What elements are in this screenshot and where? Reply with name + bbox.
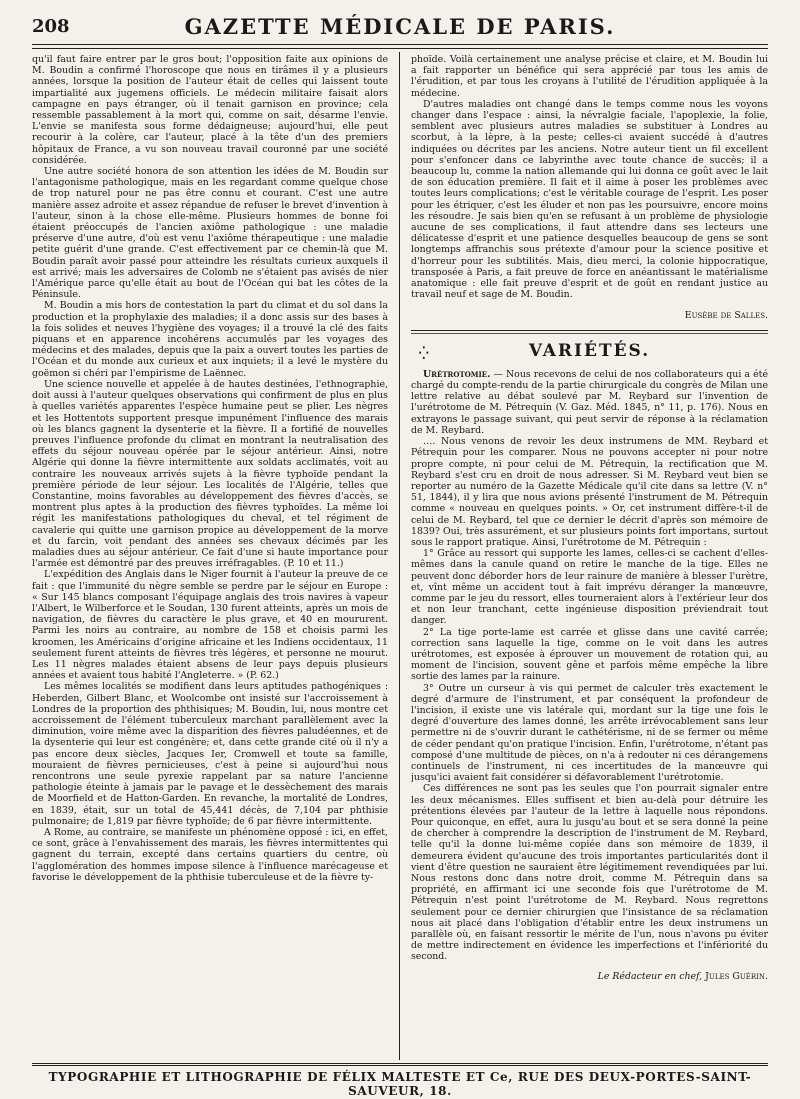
section-rule: [411, 330, 768, 331]
page-title: GAZETTE MÉDICALE DE PARIS.: [184, 14, 616, 39]
column-divider: [399, 52, 400, 1060]
paragraph: 2° La tige porte-lame est carrée et glisse dans une cavité carrée; correction sans laquelle la tige, comme on le voit dans les autres urétrotomes, est exposée à éprouver un mouvement de rotation qui, au moment de l'incision, souvent gêne et parfois même empêche la libre sortie des lames par la rainure.: [411, 626, 768, 683]
editor-label: Le Rédacteur en chef,: [597, 970, 703, 982]
page-number: 208: [32, 16, 70, 37]
paragraph: Une science nouvelle et appelée à de hautes destinées, l'ethnographie, doit aussi à l'auteur quelques observations qui confirment de plus en plus à quelles variétés apparentes l'espèce humaine peut se plier. Les nègres et les Hottentots supportent presque impunément l'influence des marais où les blancs gagnent la dysenterie et la fièvre. Il a fortifié de nouvelles preuves l'influence profonde du climat en montrant la neutralisation des effets du séjour nouveau opérée par le séjour antérieur. Ainsi, notre Algérie qui donne la fièvre intermittente aux soldats acclimatés, voit au contraire les nouveaux arrivés sujets à la fièvre typhoïde pendant la première période de leur séjour. Les localités de l'Algérie, telles que Constantine, moins favorables au développement des fièvres d'accès, se montrent plus aptes à la production des fièvres typhoïdes. La même loi régit les manifestations pathologiques du cheval, et tel régiment de cavalerie qui quitte une garnison propice au développement de la morve et du farcin, voit pendant des années ses chevaux décimés par les maladies dues au séjour antérieur. Ce fait d'une si haute importance pour l'armée est démontré par des preuves irréfragables. (P. 10 et 11.): [32, 378, 388, 570]
footer-rule: [32, 1063, 768, 1066]
header-rule-thin: [32, 48, 768, 49]
editor-signature: [411, 971, 768, 982]
paragraph: Ces différences ne sont pas les seules que l'on pourrait signaler entre les deux mécanismes. Elles suffisent et bien au-delà pour détruire les prétentions élevées par l'auteur de la lettre à laquelle nous répondons. Pour quiconque, en effet, aura lu jusqu'au bout et se sera donné la peine de chercher à comprendre la description de l'instrument de M. Reybard, telle qu'il la donne lui-même copiée dans son mémoire de 1839, il demeurera évident qu'aucune des trois importantes particularités dont il vient d'être question ne sauraient être légitimement revendiquées par lui. Nous restons donc dans notre droit, comme M. Pétrequin dans sa propriété, en affirmant ici une seconde fois que l'urétrotome de M. Pétrequin n'est point l'urétrotome de M. Reybard. Nous regrettons seulement pour ce dernier chirurgien que l'insistance de sa réclamation nous ait placé dans l'obligation d'établir entre les deux instrumens un parallèle où, en faisant ressortir le mérite de l'un, nous n'avons pu éviter de mettre indirectement en évidence les imperfections et l'infériorité du second.: [411, 783, 768, 963]
paragraph: L'expédition des Anglais dans le Niger fournit à l'auteur la preuve de ce fait : que l'immunité du nègre semble se perdre par le séjour en Europe : « Sur 145 blancs composant l'équipage anglais des trois navires à vapeur l'Albert, le Wilberforce et le Soudan, 130 furent atteints, après un mois de navigation, de fièvres du caractère le plus grave, et 40 en moururent. Parmi les noirs au contraire, au nombre de 158 et choisis parmi les kroomen, les Américains d'origine africaine et les Indiens occidentaux, 11 seulement furent atteints de fièvres très légères, et personne ne mourut. Les 11 nègres malades étaient absens de leur pays depuis plusieurs années et avaient tous habité l'Angleterre. » (P. 62.): [32, 569, 388, 682]
paragraph: M. Boudin a mis hors de contestation la part du climat et du sol dans la production et la prophylaxie des maladies; il a donc assis sur des bases à la fois solides et neuves l'hygiène des voyages; il a trouvé la clé des faits piquans et en apparence incohérens accumulés par les voyages des médecins et des malades, depuis que la paix a ouvert toutes les parties de l'Océan et du monde aux curieux et aux inquiets; il a levé le mystère du goëmon si chéri par l'empirisme de Laënnec.: [32, 300, 388, 379]
paragraph: A Rome, au contraire, se manifeste un phénomène opposé : ici, en effet, ce sont, grâce à l'envahissement des marais, les fièvres intermittentes qui gagnent du terrain, excepté dans certains quartiers du centre, où l'agglomération des hommes impose silence à l'influence marécageuse et favorise le développement de la phthisie tuberculeuse et de la fièvre ty-: [32, 827, 388, 883]
paragraph: — Nous recevons de celui de nos collaborateurs qui a été chargé du compte-rendu de la partie chirurgicale du congrès de Milan une lettre relative au débat soulevé par M. Reybard sur l'invention de l'urétrotome de M. Pétrequin (V. Gaz. Méd. 1845, n° 11, p. 176). Nous en extrayons le passage suivant, qui peut servir de réponse à la réclamation de M. Reybard.: [411, 368, 768, 436]
header-rule: [32, 44, 768, 45]
paragraph: Les mêmes localités se modifient dans leurs aptitudes pathogéniques : Heberden, Gilbert Blanc, et Woolcombe ont insisté sur l'accroissement à Londres de la proportion des phthisiques; M. Boudin, lui, nous montre cet accroissement de l'élément tuberculeux marchant parallèlement avec la diminution, voire même avec la disparition des fièvres paludéennes, et de la dysenterie qui leur est congénère; et, dans cette grande cité où il n'y a pas encore deux siècles, Jacques Ier, Cromwell et toute sa famille, mouraient de fièvres pernicieuses, c'est à peine si aujourd'hui nous rencontrons une seule pyrexie rappelant par sa nature l'ancienne pathologie éteinte à jamais par le pavage et le dessèchement des marais de Moorfield et de Hatton-Garden. En revanche, la mortalité de Londres, en 1839, était, sur un total de 45,441 décès, de 7,104 par phthisie pulmonaire; de 1,819 par fièvre typhoïde; de 6 par fièvre intermittente.: [32, 681, 388, 827]
paragraph: …. Nous venons de revoir les deux instrumens de MM. Reybard et Pétrequin pour les comparer. Nous ne pouvons accepter ni pour notre propre compte, ni pour celui de M. Pétrequin, la rectification que M. Reybard s'est cru en droit de nous adresser. Si M. Reybard veut bien se reporter au numéro de la Gazette Médicale qu'il cite dans sa lettre (V. n° 51, 1844), il y lira que nous avions présenté l'instrument de M. Pétrequin comme « nouveau en quelques points. » Or, cet instrument diffère-t-il de celui de M. Reybard, tel que ce dernier le décrit d'après son mémoire de 1839? Oui, très assurément, et sur plusieurs points fort importans, surtout sous le rapport pratique. Ainsi, l'urétrotome de M. Pétrequin :: [411, 436, 768, 548]
paragraph: 3° Outre un curseur à vis qui permet de calculer très exactement le degré d'armure de l'instrument, et par conséquent la profondeur de l'incision, il existe une vis latérale qui, mordant sur la tige une fois le degré d'ouverture des lames donné, les arrête irrévocablement sans leur permettre ni de s'ouvrir durant le cathétérisme, ni de se fermer ou même de céder pendant qu'on pratique l'incision. Enfin, l'urétrotome, n'étant pas composé d'une multitude de pièces, on n'a à redouter ni ces dérangemens continuels de l'instrument, ni ces incertitudes de la manœuvre qui jusqu'ici avaient fait considérer si défavorablement l'urétrotomie.: [411, 682, 768, 784]
left-column: [32, 54, 388, 1057]
author-signature: Eusèbe de Salles.: [684, 310, 768, 322]
section-heading-wrapper: [411, 340, 768, 361]
printer-imprint: TYPOGRAPHIE ET LITHOGRAPHIE DE FÉLIX MALTESTE ET Ce, RUE DES DEUX-PORTES-SAINT-SAUVEUR, 18.: [48, 1070, 752, 1098]
paragraph: qu'il faut faire entrer par le gros bout; l'opposition faite aux opinions de M. Boudin a confirmé l'horoscope que nous en tirâmes il y a plusieurs années, lorsque la position de l'auteur était de celles qui laissent toute impartialité aux jugemens officiels. Le médecin militaire faisait alors campagne en pays étranger, où il tenait garnison en province; cela ressemble passablement à la mort qui, comme on sait, désarme l'envie. L'envie se manifesta sous forme dédaigneuse; aujourd'hui, elle peut recourir à la colère, car l'auteur, placé à la tête d'un des premiers hôpitaux de France, a vu son nouveau travail couronné par une société considérée.: [32, 54, 388, 166]
section-rule-thin: [411, 333, 768, 334]
paragraph: D'autres maladies ont changé dans le temps comme nous les voyons changer dans l'espace : ainsi, la névralgie faciale, l'apoplexie, la folie, semblent avec plusieurs autres maladies se substituer à Londres au scorbut, à la lèpre, à la peste; celles-ci avaient succédé à d'autres indiquées ou décrites par les anciens. Notre auteur tient un fil excellent pour s'enfoncer dans ce labyrinthe avec toute chance de succès; il a beaucoup lu, comme la nation allemande qui lui donna ce goût avec le lait de son éducation première. Il fait et il aime à poser les problèmes avec toutes leurs complications; c'est le véritable courage de l'esprit. Les poser pour les étriquer, c'est les éluder et non pas les poursuivre, encore moins les résoudre. Je sais bien qu'en se refusant à un problème de physiologie aucune de ses complications, il faut attendre dans ses lecteurs une délicatesse d'esprit et une patience desquelles beaucoup de gens se sont longtemps affranchis sous prétexte d'amour pour la science positive et d'horreur pour les subtilités. Mais, dieu merci, la colonie hippocratique, transposée à Paris, a fait preuve de force en anéantissant le matérialisme anatomique : elle fait preuve d'esprit et de goût en rendant justice au travail neuf et sage de M. Boudin.: [411, 98, 768, 301]
page-header: [32, 8, 768, 44]
paragraph: phoïde. Voilà certainement une analyse précise et claire, et M. Boudin lui a fait rapporter un bénéfice qui sera apprécié par tous les amis de l'érudition, et par tous les croyans à l'utilité de l'érudition appliquée à la médecine.: [411, 54, 768, 99]
section-heading: VARIÉTÉS.: [528, 340, 651, 361]
editor-name: Jules Guérin.: [705, 970, 768, 982]
paragraph: 1° Grâce au ressort qui supporte les lames, celles-ci se cachent d'elles-mêmes dans la canule quand on retire le manche de la tige. Elles ne peuvent donc déborder hors de leur rainure de manière à blesser l'urètre, et, vînt même un accident tout à fait imprévu déranger la manœuvre, comme par le jeu du ressort, elles tourneraient alors à l'extérieur leur dos et non leur tranchant, cette ingénieuse disposition préviendrait tout danger.: [411, 548, 768, 627]
paragraph: Une autre société honora de son attention les idées de M. Boudin sur l'antagonisme pathologique, mais en les regardant comme quelque chose de trop naturel pour ne pas être connu et courant. C'est une autre manière assez adroite et assez répandue de refuser le brevet d'invention à l'auteur, sinon à la chose elle-même. Plusieurs hommes de bonne foi étaient préoccupés de l'ancien axiôme pathologique : une maladie préserve d'une autre, d'où est venu l'axiôme thérapeutique : une maladie petite guérit d'une grande. C'est effectivement par ce chemin-là que M. Boudin paraît avoir passé pour atteindre les résultats curieux auxquels il est arrivé; mais les adversaires de Colomb ne s'étaient pas avisés de nier l'Amérique parce qu'elle était au bout de l'Océan qui bat les côtes de la Péninsule.: [32, 166, 388, 301]
ornament-icon: ⁛: [419, 345, 431, 360]
article-lead: Urétrotomie.: [423, 368, 491, 380]
right-column: [411, 54, 768, 1057]
